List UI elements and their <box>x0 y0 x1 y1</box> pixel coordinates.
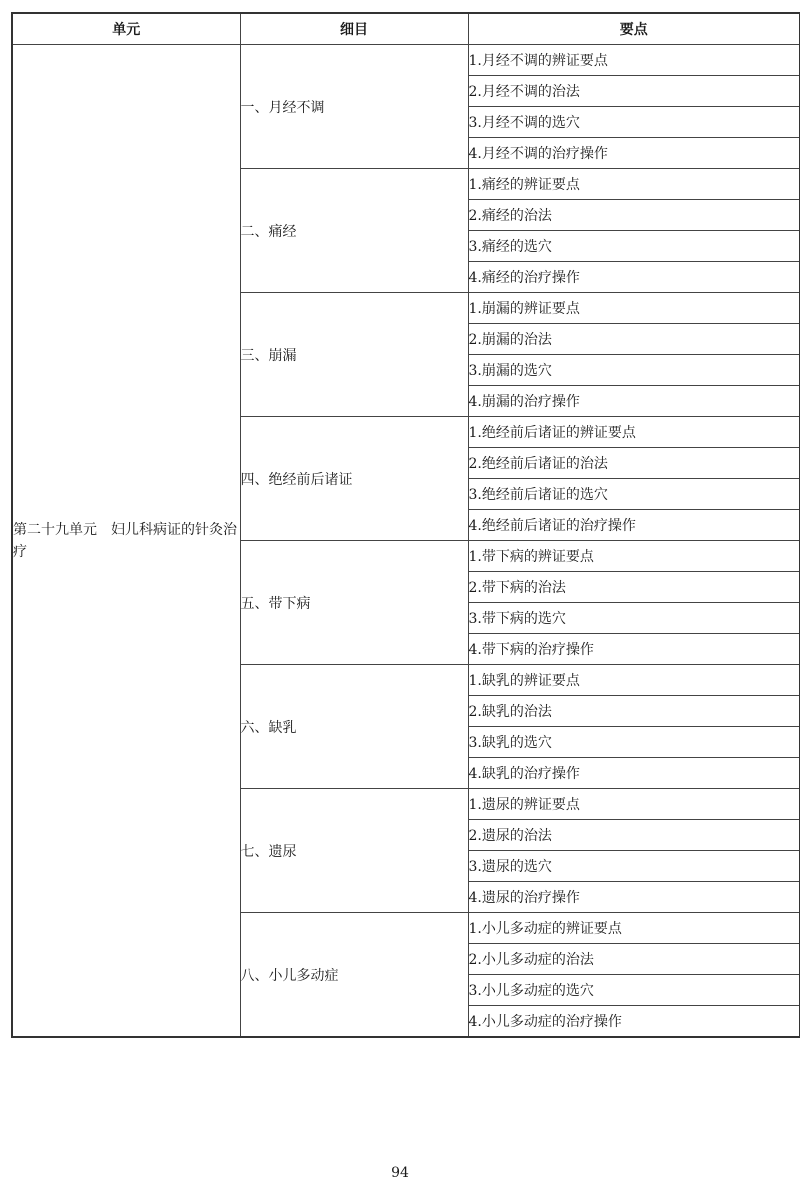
point-cell: 1.痛经的辨证要点 <box>468 169 800 200</box>
point-cell: 2.崩漏的治法 <box>468 324 800 355</box>
table-body <box>12 45 800 1038</box>
point-cell: 1.月经不调的辨证要点 <box>468 45 800 76</box>
point-cell: 1.带下病的辨证要点 <box>468 541 800 572</box>
point-cell: 1.缺乳的辨证要点 <box>468 665 800 696</box>
point-cell: 2.带下病的治法 <box>468 572 800 603</box>
header-item: 细目 <box>240 13 468 45</box>
point-cell: 2.缺乳的治法 <box>468 696 800 727</box>
item-cell: 四、绝经前后诸证 <box>240 417 468 541</box>
point-cell: 3.绝经前后诸证的选穴 <box>468 479 800 510</box>
point-cell: 3.小儿多动症的选穴 <box>468 975 800 1006</box>
unit-cell: 第二十九单元 妇儿科病证的针灸治疗 <box>12 45 240 1038</box>
point-cell: 2.月经不调的治法 <box>468 76 800 107</box>
point-cell: 1.绝经前后诸证的辨证要点 <box>468 417 800 448</box>
syllabus-table <box>11 12 800 1038</box>
point-cell: 3.崩漏的选穴 <box>468 355 800 386</box>
point-cell: 2.小儿多动症的治法 <box>468 944 800 975</box>
point-cell: 4.绝经前后诸证的治疗操作 <box>468 510 800 541</box>
item-cell: 一、月经不调 <box>240 45 468 169</box>
point-cell: 3.遗尿的选穴 <box>468 851 800 882</box>
point-cell: 2.绝经前后诸证的治法 <box>468 448 800 479</box>
point-cell: 4.缺乳的治疗操作 <box>468 758 800 789</box>
point-cell: 1.崩漏的辨证要点 <box>468 293 800 324</box>
header-unit: 单元 <box>12 13 240 45</box>
point-cell: 4.痛经的治疗操作 <box>468 262 800 293</box>
item-cell: 六、缺乳 <box>240 665 468 789</box>
point-cell: 4.小儿多动症的治疗操作 <box>468 1006 800 1038</box>
point-cell: 4.遗尿的治疗操作 <box>468 882 800 913</box>
item-cell: 三、崩漏 <box>240 293 468 417</box>
point-cell: 3.月经不调的选穴 <box>468 107 800 138</box>
point-cell: 3.缺乳的选穴 <box>468 727 800 758</box>
item-cell: 二、痛经 <box>240 169 468 293</box>
point-cell: 2.遗尿的治法 <box>468 820 800 851</box>
point-cell: 3.带下病的选穴 <box>468 603 800 634</box>
point-cell: 3.痛经的选穴 <box>468 231 800 262</box>
header-point: 要点 <box>468 13 800 45</box>
item-cell: 五、带下病 <box>240 541 468 665</box>
point-cell: 4.月经不调的治疗操作 <box>468 138 800 169</box>
item-cell: 七、遗尿 <box>240 789 468 913</box>
point-cell: 2.痛经的治法 <box>468 200 800 231</box>
table-row <box>12 45 800 76</box>
header-row <box>12 13 800 45</box>
page-number: 94 <box>391 1165 409 1181</box>
point-cell: 4.带下病的治疗操作 <box>468 634 800 665</box>
point-cell: 4.崩漏的治疗操作 <box>468 386 800 417</box>
point-cell: 1.小儿多动症的辨证要点 <box>468 913 800 944</box>
item-cell: 八、小儿多动症 <box>240 913 468 1038</box>
point-cell: 1.遗尿的辨证要点 <box>468 789 800 820</box>
